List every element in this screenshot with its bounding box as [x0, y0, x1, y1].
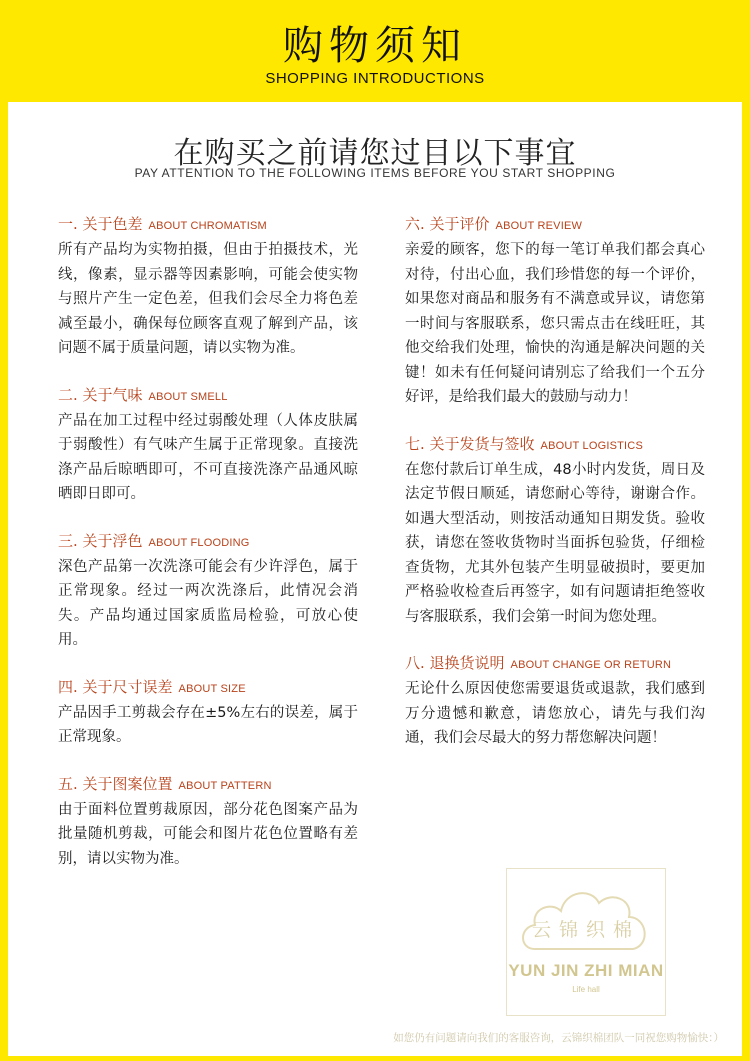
section-logistics [405, 434, 705, 630]
section-title [405, 214, 705, 236]
section-review [405, 214, 705, 410]
section-body: 产品因手工剪裁会存在±5%左右的误差，属于正常现象。 [58, 704, 358, 745]
brand-tagline: Life hall [572, 985, 600, 994]
section-title-en: ABOUT FLOODING [148, 536, 250, 549]
section-title-cn: 五. 关于图案位置 [58, 774, 173, 793]
brand-logo [506, 868, 666, 1016]
content-panel [8, 102, 742, 1056]
section-body: 产品在加工过程中经过弱酸处理（人体皮肤属于弱酸性）有气味产生属于正常现象。直接洗涤产品后晾晒即可，不可直接洗涤产品通风晾晒即日即可。 [58, 412, 358, 502]
right-column [405, 214, 705, 775]
section-title-en: ABOUT SIZE [178, 682, 246, 695]
section-pattern [58, 774, 358, 872]
section-title-en: ABOUT CHROMATISM [148, 220, 267, 232]
section-title-cn: 二. 关于气味 [58, 385, 143, 404]
header [0, 0, 750, 102]
section-title-cn: 四. 关于尺寸误差 [58, 677, 173, 696]
section-title [58, 385, 358, 407]
section-title [58, 774, 358, 796]
section-title [405, 653, 705, 675]
section-title-en: ABOUT CHANGE OR RETURN [510, 659, 672, 671]
left-column [58, 214, 358, 895]
panel-heading: 在购买之前请您过目以下事宜 [173, 136, 577, 171]
section-chromatism [58, 214, 358, 361]
section-title-cn: 一. 关于色差 [58, 215, 143, 233]
header-subtitle: SHOPPING INTRODUCTIONS [265, 70, 485, 87]
section-body: 无论什么原因使您需要退货或退款，我们感到万分遗憾和歉意，请您放心，请先与我们沟通，我们会尽最大的努力帮您解决问题！ [405, 681, 705, 746]
section-smell [58, 385, 358, 507]
section-title-cn: 八. 退换货说明 [405, 654, 505, 672]
section-body: 深色产品第一次洗涤可能会有少许浮色，属于正常现象。经过一两次洗涤后，此情况会消失。产品均通过国家质监局检验，可放心使用。 [58, 558, 358, 648]
section-title-en: ABOUT REVIEW [495, 220, 583, 232]
section-return [405, 653, 705, 751]
section-title [58, 531, 358, 553]
brand-name-en: YUN JIN ZHI MIAN [508, 961, 664, 980]
panel-subheading: PAY ATTENTION TO THE FOLLOWING ITEMS BEFORE YOU START SHOPPING [134, 166, 616, 180]
section-body: 由于面料位置剪裁原因，部分花色图案产品为批量随机剪裁，可能会和图片花色位置略有差别，请以实物为准。 [58, 801, 358, 867]
section-size [58, 677, 358, 750]
section-title-en: ABOUT SMELL [148, 390, 228, 403]
section-title [58, 677, 358, 699]
section-title-cn: 六. 关于评价 [405, 215, 490, 233]
section-title [58, 214, 358, 236]
brand-name-cn: 云锦织棉 [531, 919, 640, 941]
section-title-cn: 七. 关于发货与签收 [405, 434, 535, 453]
section-body: 亲爱的顾客，您下的每一笔订单我们都会真心对待，付出心血，我们珍惜您的每一个评价，如果您对商品和服务有不满意或异议，请您第一时间与客服联系，您只需点击在线旺旺，其他交给我们处理，愉快的沟通是解决问题的关键！如未有任何疑问请别忘了给我们一个五分好评，是给我们最大的鼓励与动力！ [405, 242, 705, 405]
section-body: 在您付款后订单生成，48小时内发货，周日及法定节假日顺延，请您耐心等待，谢谢合作。如遇大型活动，则按活动通知日期发货。验收获，请您在签收货物时当面拆包验货，仔细检查货物，尤其外包装产生明显破损时，要更加严格验收检查后再签字，如有问题请拒绝签收与客服联系，我们会第一时间为您处理。 [405, 461, 705, 625]
section-title-cn: 三. 关于浮色 [58, 531, 143, 550]
footer-note: 如您仍有问题请向我们的客服咨询，云锦织棉团队一同祝您购物愉快：） [393, 1032, 724, 1044]
section-body: 所有产品均为实物拍摄，但由于拍摄技术，光线，像素，显示器等因素影响，可能会使实物与照片产生一定色差，但我们会尽全力将色差减至最小，确保每位顾客直观了解到产品，该问题不属于质量问题，请以实物为准。 [58, 242, 358, 356]
header-title: 购物须知 [283, 23, 467, 69]
section-title-en: ABOUT LOGISTICS [540, 439, 643, 452]
section-flooding [58, 531, 358, 653]
section-title-en: ABOUT PATTERN [178, 779, 272, 792]
section-title [405, 434, 705, 456]
